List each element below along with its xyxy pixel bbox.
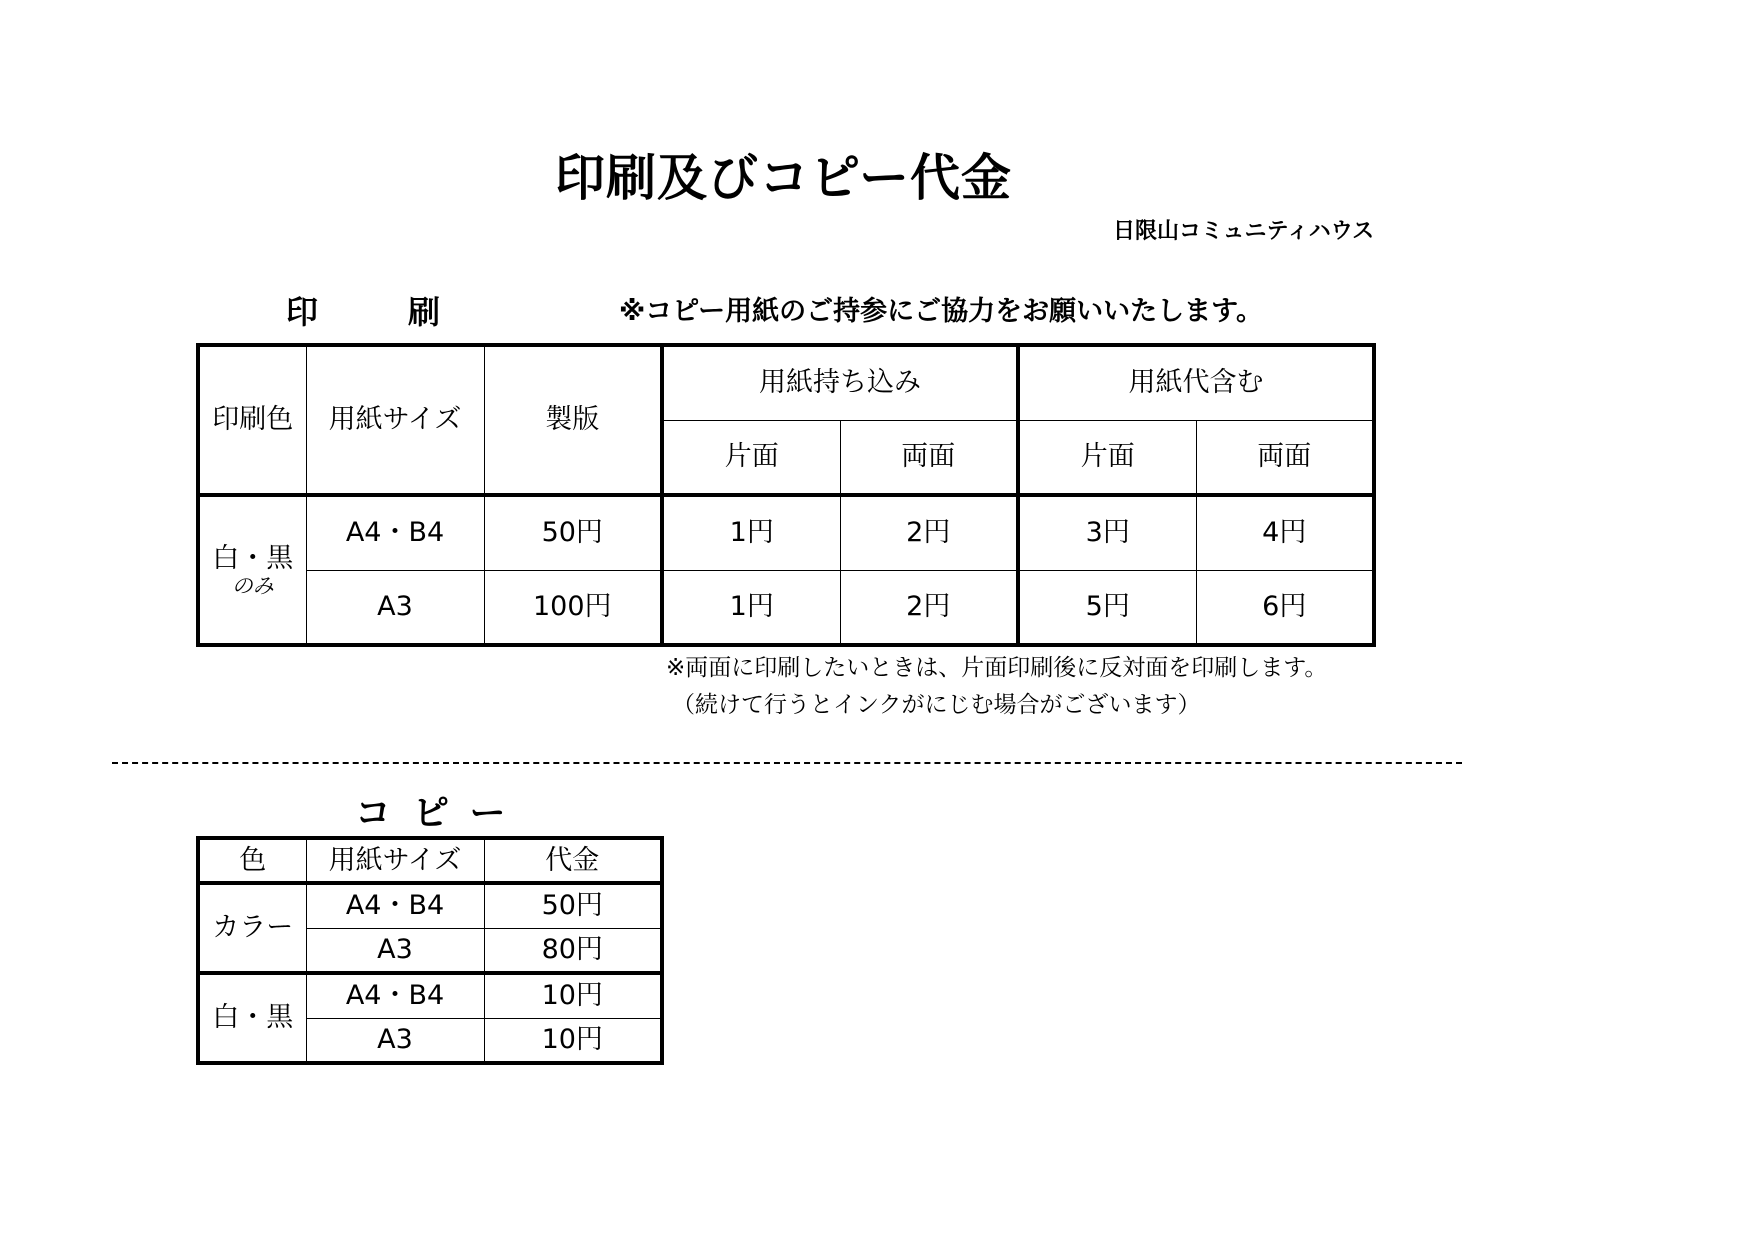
row-bring-single: 1円 xyxy=(662,570,840,645)
header-bring-paper: 用紙持ち込み xyxy=(662,345,1018,420)
paper-notice: ※コピー用紙のご持参にご協力をお願いいたします。 xyxy=(619,296,1264,327)
header-paper-size: 用紙サイズ xyxy=(306,838,484,883)
print-color-value: 白・黒 xyxy=(212,543,294,574)
header-price: 代金 xyxy=(484,838,662,883)
row-price: 10円 xyxy=(484,973,662,1018)
row-price: 10円 xyxy=(484,1018,662,1063)
header-incl-single: 片面 xyxy=(1018,420,1196,495)
print-color-cell xyxy=(198,495,306,645)
copy-price-table xyxy=(196,836,664,1065)
print-price-table xyxy=(196,343,1376,647)
print-section-heading xyxy=(286,292,440,332)
copy-color-cell: 白・黒 xyxy=(198,973,306,1063)
row-incl-double: 4円 xyxy=(1196,495,1374,570)
ink-note: （続けて行うとインクがにじむ場合がございます） xyxy=(672,692,1201,718)
row-size: A3 xyxy=(306,1018,484,1063)
row-incl-single: 3円 xyxy=(1018,495,1196,570)
row-size: A3 xyxy=(306,570,484,645)
row-size: A4・B4 xyxy=(306,973,484,1018)
table-header-row xyxy=(198,345,1374,420)
header-print-color: 印刷色 xyxy=(198,345,306,495)
duplex-note: ※両面に印刷したいときは、片面印刷後に反対面を印刷します。 xyxy=(666,655,1328,681)
table-row xyxy=(198,570,1374,645)
print-heading-right: 刷 xyxy=(408,293,441,331)
header-bring-double: 両面 xyxy=(840,420,1018,495)
table-row xyxy=(198,883,662,928)
header-bring-single: 片面 xyxy=(662,420,840,495)
row-plate: 50円 xyxy=(484,495,662,570)
header-incl-double: 両面 xyxy=(1196,420,1374,495)
row-incl-single: 5円 xyxy=(1018,570,1196,645)
row-bring-double: 2円 xyxy=(840,570,1018,645)
header-paper-included: 用紙代含む xyxy=(1018,345,1374,420)
row-size: A4・B4 xyxy=(306,883,484,928)
organization-name: 日限山コミュニティハウス xyxy=(1113,219,1375,244)
header-plate: 製版 xyxy=(484,345,662,495)
copy-section-heading: コピー xyxy=(355,793,528,834)
table-row xyxy=(198,973,662,1018)
print-heading-left: 印 xyxy=(286,293,319,331)
header-color: 色 xyxy=(198,838,306,883)
row-bring-single: 1円 xyxy=(662,495,840,570)
table-row xyxy=(198,495,1374,570)
print-color-sub: のみ xyxy=(231,574,274,598)
row-size: A3 xyxy=(306,928,484,973)
row-price: 80円 xyxy=(484,928,662,973)
row-size: A4・B4 xyxy=(306,495,484,570)
section-divider xyxy=(112,762,1462,764)
header-paper-size: 用紙サイズ xyxy=(306,345,484,495)
row-bring-double: 2円 xyxy=(840,495,1018,570)
row-price: 50円 xyxy=(484,883,662,928)
page-title: 印刷及びコピー代金 xyxy=(555,149,1012,207)
row-plate: 100円 xyxy=(484,570,662,645)
copy-color-cell: カラー xyxy=(198,883,306,973)
table-header-row xyxy=(198,838,662,883)
row-incl-double: 6円 xyxy=(1196,570,1374,645)
